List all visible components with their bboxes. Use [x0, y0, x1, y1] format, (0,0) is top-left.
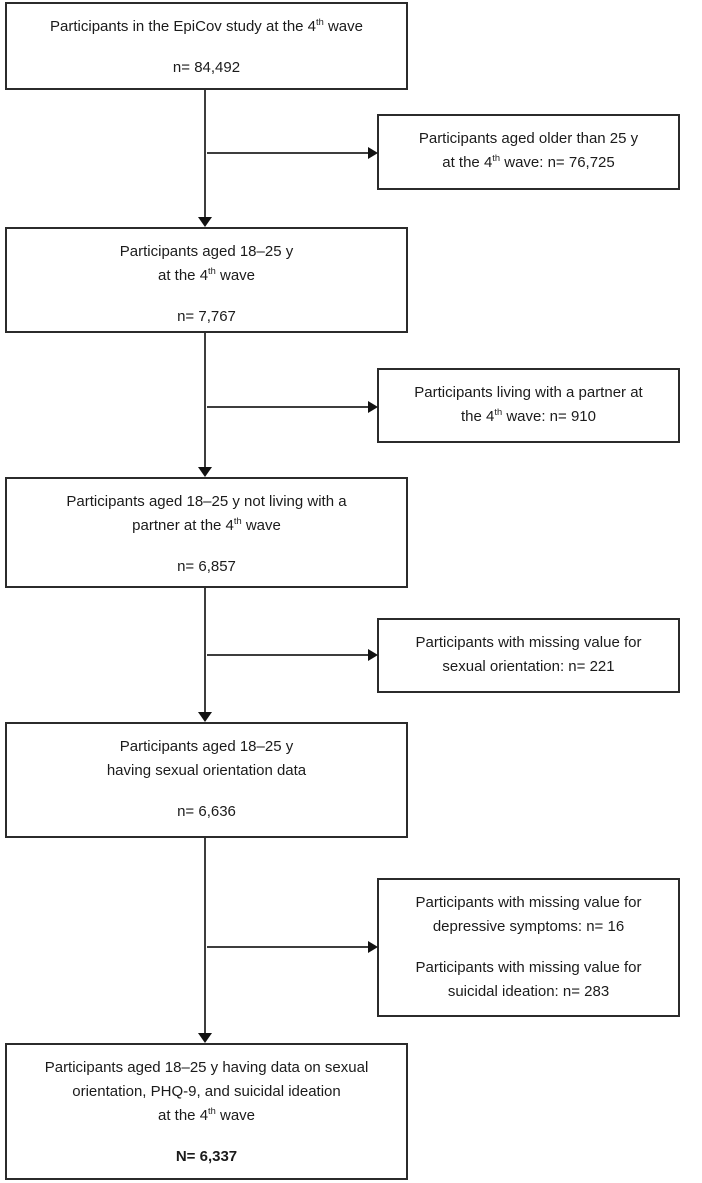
down-arrowhead-icon [198, 217, 212, 227]
text-line [7, 538, 406, 555]
text-line: Participants with missing value for [415, 959, 642, 976]
flow-box-excluded-missing-phq9-suicidal [377, 878, 680, 1017]
text-line: N= 6,337 [175, 1148, 238, 1165]
text-line: n= 6,857 [177, 558, 236, 575]
connector-down-3 [204, 588, 206, 713]
text-line: depressive symptoms: n= 16 [432, 918, 625, 935]
text-line: n= 84,492 [172, 59, 241, 76]
flow-box-excluded-missing-orientation [377, 618, 680, 693]
flow-box-aged-18-25 [5, 227, 408, 333]
text-line: Participants living with a partner at [414, 384, 643, 401]
text-line: Participants with missing value for [415, 634, 642, 651]
text-line [7, 1128, 406, 1145]
text-line: Participants with missing value for [415, 894, 642, 911]
right-arrowhead-icon [368, 941, 378, 953]
down-arrowhead-icon [198, 1033, 212, 1043]
text-line: at the 4th wave [158, 266, 255, 284]
text-line: the 4th wave: n= 910 [461, 407, 596, 425]
flow-box-final-sample [5, 1043, 408, 1180]
text-line: Participants aged 18–25 y [119, 738, 294, 755]
connector-right-4 [207, 946, 369, 948]
connector-down-4 [204, 838, 206, 1034]
text-line: at the 4th wave: n= 76,725 [442, 153, 615, 171]
text-line: Participants aged 18–25 y [119, 243, 294, 260]
flow-box-not-living-with-partner [5, 477, 408, 588]
flow-box-excluded-over-25 [377, 114, 680, 190]
connector-down-1 [204, 90, 206, 218]
down-arrowhead-icon [198, 467, 212, 477]
text-line [7, 288, 406, 305]
text-line: n= 6,636 [177, 803, 236, 820]
connector-right-3 [207, 654, 369, 656]
right-arrowhead-icon [368, 649, 378, 661]
flow-box-study-population [5, 2, 408, 90]
text-line: partner at the 4th wave [132, 516, 281, 534]
right-arrowhead-icon [368, 147, 378, 159]
text-line [7, 783, 406, 800]
text-line: at the 4th wave [158, 1106, 255, 1124]
right-arrowhead-icon [368, 401, 378, 413]
text-line: n= 7,767 [177, 308, 236, 325]
text-line: Participants aged older than 25 y [418, 130, 639, 147]
connector-down-2 [204, 333, 206, 469]
text-line: Participants in the EpiCov study at the 4th wave [50, 17, 363, 35]
text-line: suicidal ideation: n= 283 [447, 983, 610, 1000]
text-line: orientation, PHQ-9, and suicidal ideation [72, 1083, 341, 1100]
text-line: having sexual orientation data [106, 762, 307, 779]
flow-box-excluded-living-with-partner [377, 368, 680, 443]
connector-right-2 [207, 406, 369, 408]
flow-box-sexual-orientation-data [5, 722, 408, 838]
down-arrowhead-icon [198, 712, 212, 722]
text-line [7, 39, 406, 56]
text-line: sexual orientation: n= 221 [442, 658, 615, 675]
text-line: Participants aged 18–25 y having data on sexual [44, 1059, 369, 1076]
text-line [379, 939, 678, 956]
text-line: Participants aged 18–25 y not living with a [66, 493, 347, 510]
connector-right-1 [207, 152, 369, 154]
